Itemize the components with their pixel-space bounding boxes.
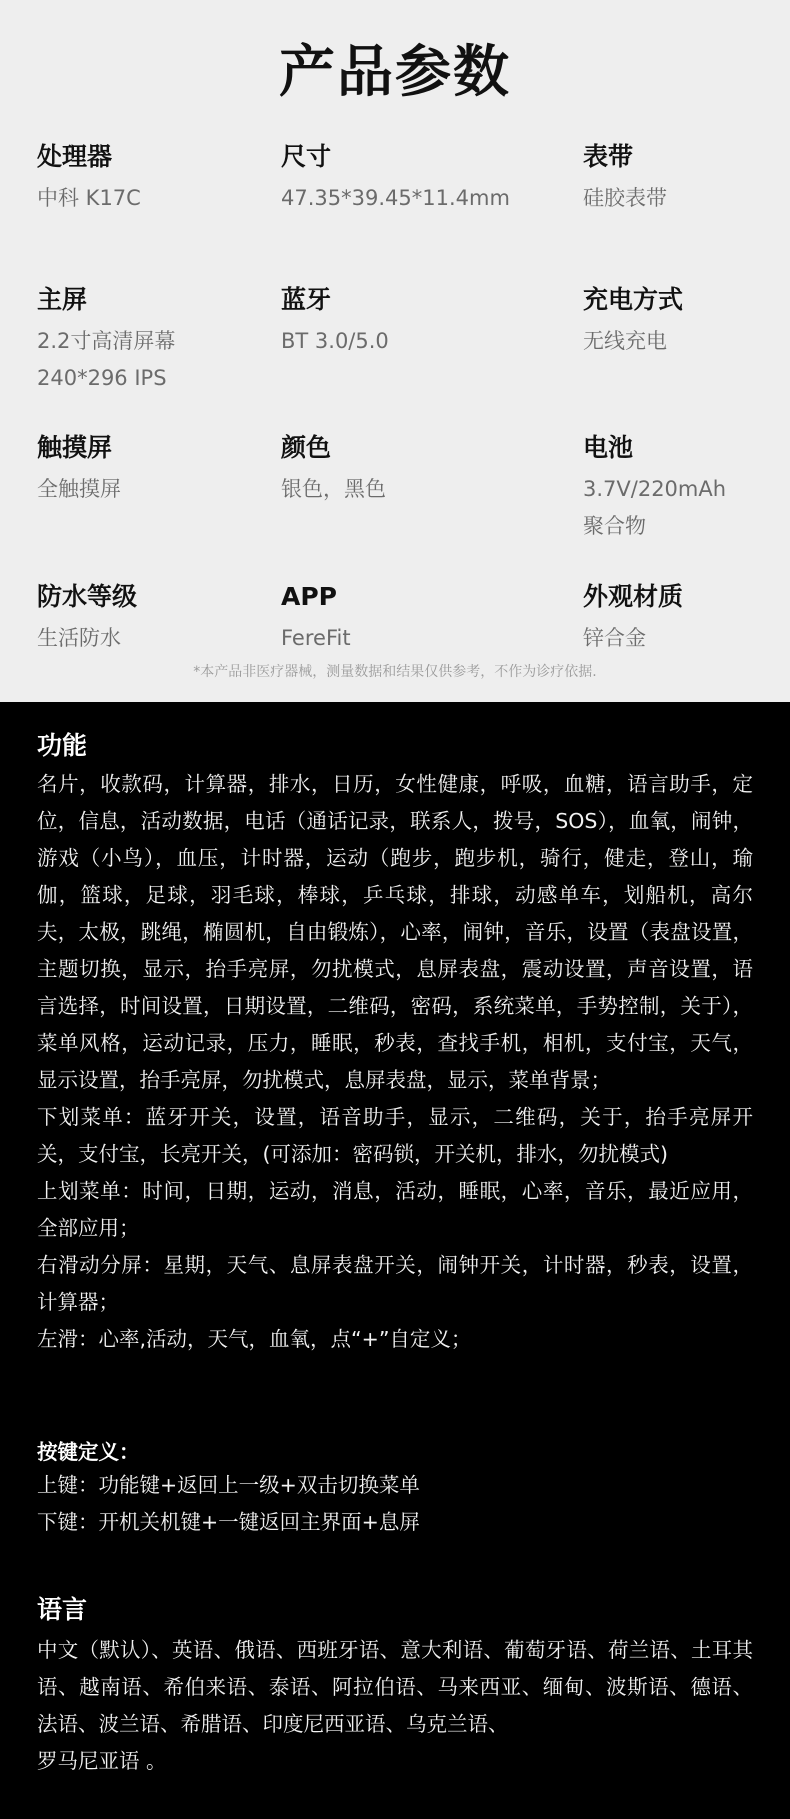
spec-value-line: 240*296 IPS xyxy=(37,366,167,390)
spec-size xyxy=(281,140,510,217)
spec-value: 中科 K17C xyxy=(37,186,141,210)
spec-label: 处理器 xyxy=(37,142,113,171)
spec-label: 触摸屏 xyxy=(37,433,113,462)
keys-title: 按键定义： xyxy=(37,1440,140,1464)
spec-label: 表带 xyxy=(583,142,634,171)
functions-left-slide: 左滑：心率,活动，天气，血氧，点“+”自定义； xyxy=(37,1327,472,1351)
spec-material xyxy=(583,580,683,657)
spec-label: 主屏 xyxy=(37,285,88,314)
language-list-end: 罗马尼亚语 。 xyxy=(37,1749,167,1773)
spec-value: 锌合金 xyxy=(583,626,646,650)
spec-label: 电池 xyxy=(583,433,634,462)
spec-processor xyxy=(37,140,141,217)
functions-up-menu: 上划菜单：时间，日期，运动，消息，活动，睡眠，心率，音乐，最近应用，全部应用； xyxy=(37,1179,753,1240)
spec-battery xyxy=(583,431,726,545)
language-text xyxy=(37,1632,753,1780)
language-list: 中文（默认）、英语、俄语、西班牙语、意大利语、葡萄牙语、荷兰语、土耳其语、越南语、希伯来语、泰语、阿拉伯语、马来西亚、缅甸、波斯语、德语、法语、波兰语、希腊语、印度尼西亚语、乌克兰语、 xyxy=(37,1638,753,1736)
spec-value: 银色，黑色 xyxy=(281,477,386,501)
spec-label: APP xyxy=(281,582,337,611)
spec-app xyxy=(281,580,351,657)
spec-bluetooth xyxy=(281,283,389,360)
spec-value: 47.35*39.45*11.4mm xyxy=(281,186,510,210)
spec-value: BT 3.0/5.0 xyxy=(281,329,389,353)
language-title: 语言 xyxy=(37,1595,88,1624)
spec-value: 生活防水 xyxy=(37,626,121,650)
spec-value-line: 2.2寸高清屏幕 xyxy=(37,329,176,353)
spec-value xyxy=(37,323,175,397)
up-key: 上键：功能键+返回上一级+双击切换菜单 xyxy=(37,1473,420,1497)
spec-value: 全触摸屏 xyxy=(37,477,121,501)
spec-value xyxy=(583,471,726,545)
down-key: 下键：开机关机键+一键返回主界面+息屏 xyxy=(37,1510,420,1534)
spec-strap xyxy=(583,140,667,217)
spec-panel xyxy=(0,0,790,702)
spec-charging xyxy=(583,283,683,360)
spec-touchscreen xyxy=(37,431,121,508)
spec-value-line: 聚合物 xyxy=(583,514,646,538)
spec-value-line: 3.7V/220mAh xyxy=(583,477,727,501)
spec-label: 颜色 xyxy=(281,433,332,462)
spec-label: 蓝牙 xyxy=(281,285,332,314)
functions-text xyxy=(37,766,753,1358)
spec-color xyxy=(281,431,386,508)
functions-right-slide: 右滑动分屏：星期，天气、息屏表盘开关，闹钟开关，计时器，秒表，设置，计算器； xyxy=(37,1253,753,1314)
spec-value: 硅胶表带 xyxy=(583,186,667,210)
disclaimer: *本产品非医疗器械，测量数据和结果仅供参考，不作为诊疗依据. xyxy=(193,664,597,680)
spec-label: 尺寸 xyxy=(281,142,332,171)
spec-label: 外观材质 xyxy=(583,582,684,611)
spec-waterproof xyxy=(37,580,137,657)
keys-text xyxy=(37,1467,753,1541)
spec-main-screen xyxy=(37,283,175,397)
functions-main: 名片，收款码，计算器，排水，日历，女性健康，呼吸，血糖，语言助手，定位，信息，活动数据，电话（通话记录，联系人，拨号，SOS），血氧，闹钟，游戏（小鸟），血压，计时器，运动（跑步，跑步机，骑行，健走，登山，瑜伽，篮球，足球，羽毛球，棒球，乒乓球，排球，动感单车，划船机，高尔夫，太极，跳绳，椭圆机，自由锻炼），心率，闹钟，音乐，设置（表盘设置，主题切换，显示，抬手亮屏，勿扰模式，息屏表盘，震动设置，声音设置，语言选择，时间设置，日期设置，二维码，密码，系统菜单，手势控制，关于），菜单风格，运动记录，压力，睡眠，秒表，查找手机，相机，支付宝，天气，显示设置，抬手亮屏，勿扰模式，息屏表盘，显示，菜单背景； xyxy=(37,772,753,1092)
spec-label: 防水等级 xyxy=(37,582,138,611)
spec-value: 无线充电 xyxy=(583,329,667,353)
functions-title: 功能 xyxy=(37,731,88,760)
functions-down-menu: 下划菜单：蓝牙开关，设置，语音助手，显示，二维码，关于，抬手亮屏开关，支付宝，长亮开关，(可添加：密码锁，开关机，排水，勿扰模式) xyxy=(37,1105,753,1166)
spec-label: 充电方式 xyxy=(583,285,684,314)
page-title: 产品参数 xyxy=(279,40,511,105)
spec-value: FereFit xyxy=(281,626,351,650)
details-panel xyxy=(0,702,790,1819)
